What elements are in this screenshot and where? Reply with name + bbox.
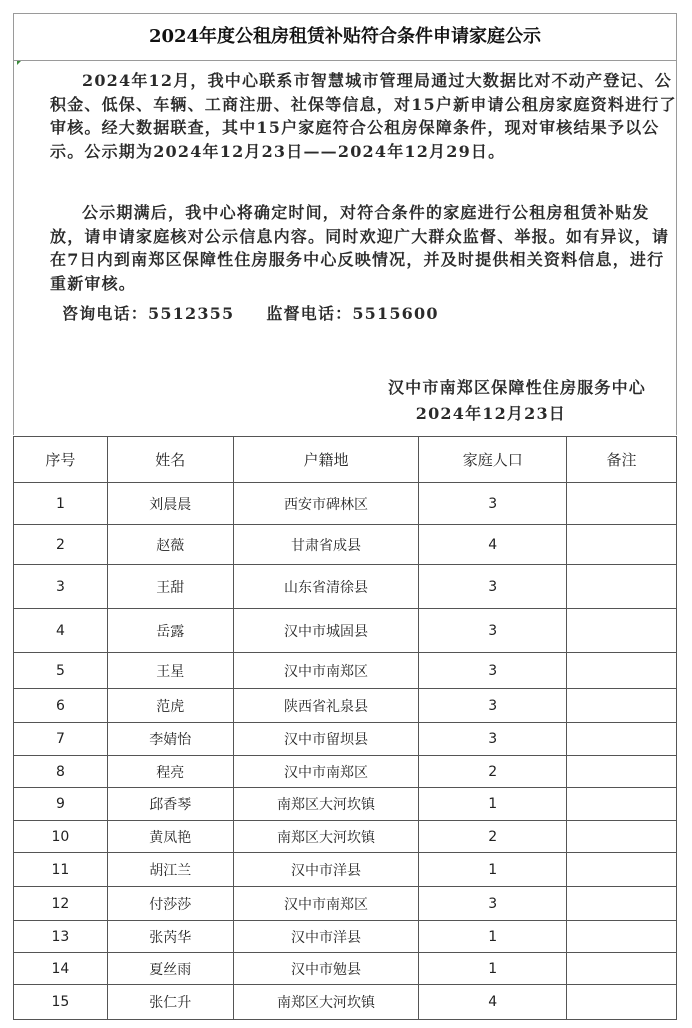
row-place: 汉中市南郑区 <box>233 756 419 788</box>
row-place: 南郑区大河坎镇 <box>233 788 419 821</box>
row-note <box>567 985 677 1020</box>
row-place: 汉中市南郑区 <box>233 653 419 689</box>
row-place: 南郑区大河坎镇 <box>233 821 419 853</box>
header-no: 序号 <box>14 437 108 483</box>
header-note: 备注 <box>567 437 677 483</box>
row-household-size: 4 <box>419 985 567 1020</box>
row-number: 10 <box>14 821 108 853</box>
header-place: 户籍地 <box>233 437 419 483</box>
consult-phone: 咨询电话：5512355 <box>62 304 235 323</box>
table-body <box>14 483 677 1020</box>
table-row <box>14 921 677 953</box>
corner-mark <box>17 61 21 65</box>
row-name: 赵薇 <box>107 525 233 565</box>
table-row <box>14 985 677 1020</box>
row-household-size: 4 <box>419 525 567 565</box>
row-number: 3 <box>14 565 108 609</box>
row-note <box>567 525 677 565</box>
row-number: 14 <box>14 953 108 985</box>
row-place: 南郑区大河坎镇 <box>233 985 419 1020</box>
row-name: 程亮 <box>107 756 233 788</box>
row-place: 山东省清徐县 <box>233 565 419 609</box>
row-note <box>567 788 677 821</box>
row-number: 1 <box>14 483 108 525</box>
row-note <box>567 953 677 985</box>
row-place: 汉中市南郑区 <box>233 887 419 921</box>
row-household-size: 3 <box>419 609 567 653</box>
row-number: 15 <box>14 985 108 1020</box>
table-row <box>14 756 677 788</box>
row-name: 王甜 <box>107 565 233 609</box>
notice-paragraph-2: 公示期满后，我中心将确定时间，对符合条件的家庭进行公租房租赁补贴发放，请申请家庭核对公示信息内容。同时欢迎广大群众监督、举报。如有异议，请在7日内到南郑区保障性住房服务中心反映情况，并及时提供相关资料信息，进行重新审核。 <box>50 203 670 293</box>
contact-phones <box>62 301 439 324</box>
table-row <box>14 853 677 887</box>
row-number: 8 <box>14 756 108 788</box>
table-row <box>14 525 677 565</box>
row-name: 胡江兰 <box>107 853 233 887</box>
row-place: 陕西省礼泉县 <box>233 689 419 723</box>
row-note <box>567 887 677 921</box>
row-number: 2 <box>14 525 108 565</box>
notice-body <box>13 61 677 435</box>
row-household-size: 3 <box>419 689 567 723</box>
notice-title: 2024年度公租房租赁补贴符合条件申请家庭公示 <box>13 13 677 61</box>
row-household-size: 3 <box>419 887 567 921</box>
row-place: 汉中市洋县 <box>233 853 419 887</box>
row-name: 岳露 <box>107 609 233 653</box>
row-name: 刘晨晨 <box>107 483 233 525</box>
row-place: 汉中市勉县 <box>233 953 419 985</box>
row-note <box>567 609 677 653</box>
row-number: 7 <box>14 723 108 756</box>
row-household-size: 1 <box>419 921 567 953</box>
header-household-size: 家庭人口 <box>419 437 567 483</box>
applicant-table <box>13 436 677 1020</box>
table-row <box>14 565 677 609</box>
row-household-size: 2 <box>419 821 567 853</box>
table-row <box>14 887 677 921</box>
table-row <box>14 953 677 985</box>
row-household-size: 3 <box>419 565 567 609</box>
row-place: 汉中市留坝县 <box>233 723 419 756</box>
row-number: 9 <box>14 788 108 821</box>
signing-organization: 汉中市南郑区保障性住房服务中心 <box>387 378 646 397</box>
table-row <box>14 609 677 653</box>
row-number: 12 <box>14 887 108 921</box>
row-name: 张芮华 <box>107 921 233 953</box>
row-note <box>567 723 677 756</box>
row-household-size: 2 <box>419 756 567 788</box>
row-place: 汉中市城固县 <box>233 609 419 653</box>
row-name: 邱香琴 <box>107 788 233 821</box>
signing-date: 2024年12月23日 <box>415 404 566 423</box>
row-household-size: 3 <box>419 653 567 689</box>
row-household-size: 3 <box>419 483 567 525</box>
row-name: 张仁升 <box>107 985 233 1020</box>
row-household-size: 3 <box>419 723 567 756</box>
row-note <box>567 565 677 609</box>
row-name: 夏丝雨 <box>107 953 233 985</box>
row-household-size: 1 <box>419 953 567 985</box>
row-note <box>567 853 677 887</box>
row-name: 王星 <box>107 653 233 689</box>
table-row <box>14 689 677 723</box>
row-number: 4 <box>14 609 108 653</box>
table-row <box>14 653 677 689</box>
row-note <box>567 689 677 723</box>
header-name: 姓名 <box>107 437 233 483</box>
row-note <box>567 653 677 689</box>
supervise-phone: 监督电话：5515600 <box>266 304 439 323</box>
row-household-size: 1 <box>419 853 567 887</box>
row-name: 黄凤艳 <box>107 821 233 853</box>
row-note <box>567 821 677 853</box>
table-row <box>14 723 677 756</box>
row-note <box>567 921 677 953</box>
table-header-row <box>14 437 677 483</box>
row-number: 11 <box>14 853 108 887</box>
row-number: 6 <box>14 689 108 723</box>
table-row <box>14 821 677 853</box>
table-row <box>14 788 677 821</box>
row-note <box>567 483 677 525</box>
row-name: 范虎 <box>107 689 233 723</box>
row-place: 甘肃省成县 <box>233 525 419 565</box>
row-household-size: 1 <box>419 788 567 821</box>
row-place: 西安市碑林区 <box>233 483 419 525</box>
row-name: 李婧怡 <box>107 723 233 756</box>
row-number: 13 <box>14 921 108 953</box>
row-name: 付莎莎 <box>107 887 233 921</box>
row-note <box>567 756 677 788</box>
row-place: 汉中市洋县 <box>233 921 419 953</box>
row-number: 5 <box>14 653 108 689</box>
notice-paragraph-1: 2024年12月，我中心联系市智慧城市管理局通过大数据比对不动产登记、公积金、低保、车辆、工商注册、社保等信息，对15户新申请公租房家庭资料进行了审核。经大数据联查，其中15户家庭符合公租房保障条件，现对审核结果予以公示。公示期为2024年12月23日——2024年12月29日。 <box>50 71 677 161</box>
table-row <box>14 483 677 525</box>
